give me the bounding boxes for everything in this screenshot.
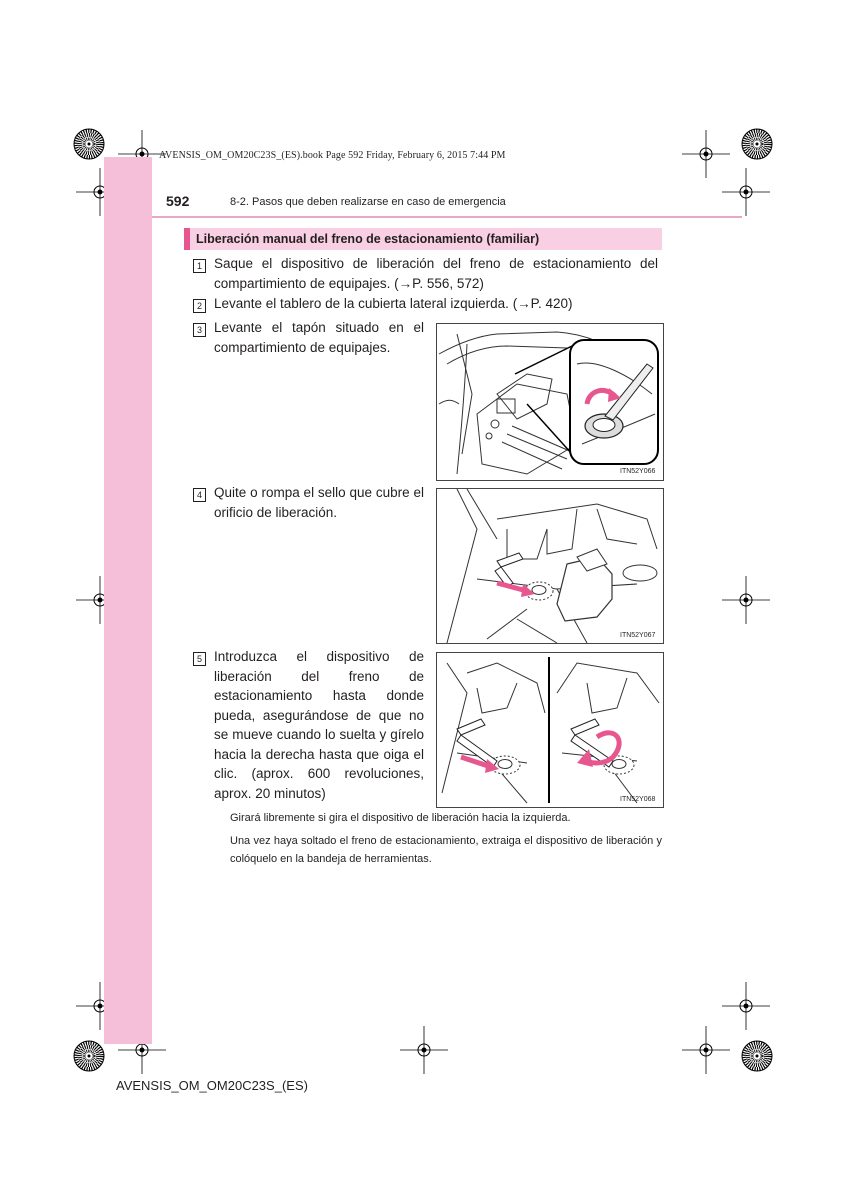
step-text-1: Saque el dispositivo de liberación del freno de estacionamiento del compartimiento de equipajes. (→P. 556, 572): [214, 256, 658, 291]
step-text-4: Quite o rompa el sello que cubre el orificio de liberación.: [214, 485, 424, 520]
sidebar-band: [104, 157, 152, 1044]
luggage-plug-illustration: [437, 324, 663, 480]
subsection-heading-text: Liberación manual del freno de estacionamiento (familiar): [196, 232, 540, 246]
footer-document-code: AVENSIS_OM_OM20C23S_(ES): [116, 1078, 308, 1093]
heading-accent: [184, 228, 190, 250]
print-info-line: AVENSIS_OM_OM20C23S_(ES).book Page 592 Friday, February 6, 2015 7:44 PM: [159, 150, 506, 161]
figure-insert-turn: [436, 652, 664, 808]
header-divider: [152, 216, 742, 218]
step-text-5: Introduzca el dispositivo de liberación del freno de estacionamiento hasta donde pueda, asegurándose de que no se mueve cuando lo suelta y gírelo hacia la derecha hasta que oiga el clic. (aprox. 600 revoluciones, aprox. 20 minutos): [214, 649, 424, 801]
page-number: 592: [166, 193, 190, 209]
step-text-3: Levante el tapón situado en el compartimiento de equipajes.: [214, 320, 424, 355]
figure-label-2: ITN52Y067: [620, 632, 656, 639]
step-number-5: 5: [193, 652, 206, 666]
step-number-1: 1: [193, 259, 206, 273]
release-hole-illustration: [437, 489, 663, 643]
figure-label-1: ITN52Y066: [620, 468, 656, 475]
figure-luggage-plug: [436, 323, 664, 481]
step-number-4: 4: [193, 488, 206, 502]
note-free-rotation: Girará libremente si gira el dispositivo de liberación hacia la izquierda.: [230, 812, 571, 824]
figure-label-3: ITN52Y068: [620, 796, 656, 803]
section-title: 8-2. Pasos que deben realizarse en caso de emergencia: [230, 196, 506, 208]
note-stow-tool: Una vez haya soltado el freno de estacionamiento, extraiga el dispositivo de liberación y colóquelo en la bandeja de herramientas.: [230, 835, 662, 865]
step-text-2: Levante el tablero de la cubierta lateral izquierda. (→P. 420): [214, 296, 573, 311]
figure-release-hole: [436, 488, 664, 644]
insert-turn-illustration: [437, 653, 663, 807]
step-number-2: 2: [193, 299, 206, 313]
step-number-3: 3: [193, 323, 206, 337]
subsection-heading: [184, 228, 662, 250]
